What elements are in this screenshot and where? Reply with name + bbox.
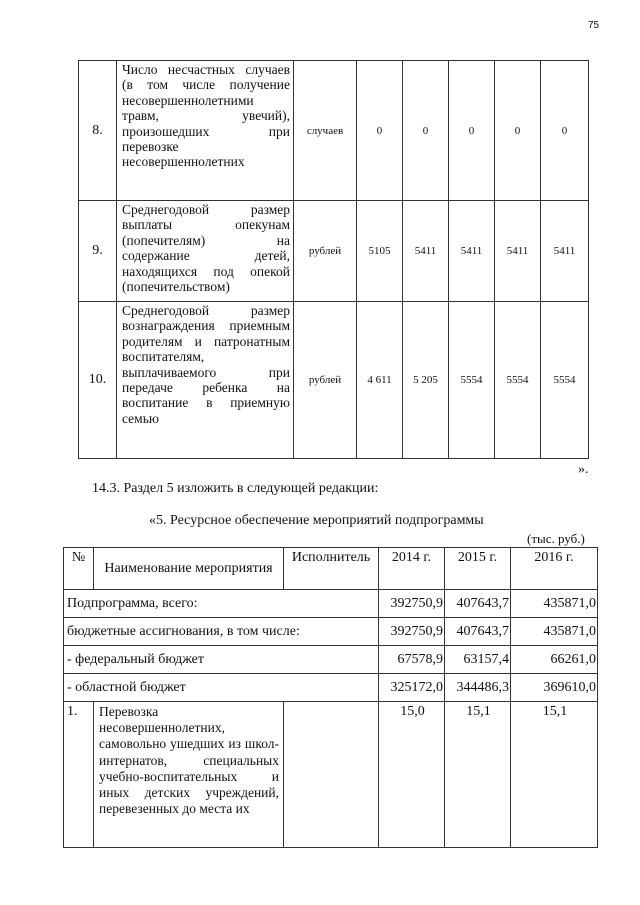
indicator-value: 5411 [541, 201, 589, 302]
row-number: 10. [79, 302, 117, 459]
header-year-2015: 2015 г. [445, 548, 511, 590]
summary-label: Подпрограмма, всего: [64, 590, 379, 618]
header-executor: Исполнитель [284, 548, 379, 590]
summary-value: 392750,9 [379, 618, 445, 646]
indicator-value: 4 611 [357, 302, 403, 459]
indicator-value: 5554 [541, 302, 589, 459]
amendment-paragraph: 14.3. Раздел 5 изложить в следующей редакции: [92, 481, 379, 496]
summary-value: 435871,0 [511, 590, 598, 618]
indicator-value: 5554 [495, 302, 541, 459]
measure-executor [284, 702, 379, 848]
closing-quote: ». [578, 462, 589, 477]
indicator-unit: рублей [294, 302, 357, 459]
summary-label: бюджетные ассигнования, в том числе: [64, 618, 379, 646]
indicator-unit: рублей [294, 201, 357, 302]
row-number: 9. [79, 201, 117, 302]
summary-value: 407643,7 [445, 618, 511, 646]
indicator-value: 5554 [449, 302, 495, 459]
summary-value: 392750,9 [379, 590, 445, 618]
header-number: № [64, 548, 94, 590]
indicator-value: 5411 [403, 201, 449, 302]
section-heading: «5. Ресурсное обеспечение мероприятий подпрограммы [149, 513, 484, 528]
measure-value: 15,0 [379, 702, 445, 848]
indicator-value: 0 [403, 61, 449, 201]
indicator-value: 0 [495, 61, 541, 201]
resource-table [63, 547, 598, 848]
table-row [79, 61, 589, 201]
measure-value: 15,1 [445, 702, 511, 848]
header-year-2014: 2014 г. [379, 548, 445, 590]
summary-value: 67578,9 [379, 646, 445, 674]
indicator-name: Среднегодовой размер вознаграждения приемным родителям и патронатным воспитателям, выплачиваемого при передаче ребенка на воспитание в приемную семью [117, 302, 294, 459]
table-row [79, 302, 589, 459]
page-number: 75 [588, 20, 600, 31]
summary-value: 66261,0 [511, 646, 598, 674]
units-note: (тыс. руб.) [527, 531, 585, 546]
indicators-table [78, 60, 589, 459]
summary-value: 63157,4 [445, 646, 511, 674]
table-header-row [64, 548, 598, 590]
indicator-value: 0 [357, 61, 403, 201]
table-row [64, 702, 598, 848]
indicator-value: 5411 [495, 201, 541, 302]
row-number: 8. [79, 61, 117, 201]
table-row [64, 646, 598, 674]
measure-number: 1. [64, 702, 94, 848]
indicator-unit: случаев [294, 61, 357, 201]
summary-value: 344486,3 [445, 674, 511, 702]
indicator-name: Среднегодовой размер выплаты опекунам (попечителям) на содержание детей, находящихся под опекой (попечительством) [117, 201, 294, 302]
indicator-value: 5105 [357, 201, 403, 302]
table-row [64, 590, 598, 618]
table-row [64, 674, 598, 702]
header-year-2016: 2016 г. [511, 548, 598, 590]
measure-value: 15,1 [511, 702, 598, 848]
indicator-value: 5 205 [403, 302, 449, 459]
measure-name: Перевозка несовершеннолетних, самовольно ушедших из школ-интернатов, специальных учебно-воспитательных и иных детских учреждений, перевезенных до места их [94, 702, 284, 848]
indicator-value: 0 [449, 61, 495, 201]
table-row [64, 618, 598, 646]
summary-label: - федеральный бюджет [64, 646, 379, 674]
summary-value: 435871,0 [511, 618, 598, 646]
indicator-value: 0 [541, 61, 589, 201]
summary-value: 407643,7 [445, 590, 511, 618]
summary-label: - областной бюджет [64, 674, 379, 702]
summary-value: 369610,0 [511, 674, 598, 702]
header-measure-name: Наименование мероприятия [94, 548, 284, 590]
indicator-name: Число несчастных случаев (в том числе получение несовершеннолетними травм, увечий), произошедших при перевозке несовершеннолетних [117, 61, 294, 201]
summary-value: 325172,0 [379, 674, 445, 702]
indicator-value: 5411 [449, 201, 495, 302]
table-row [79, 201, 589, 302]
